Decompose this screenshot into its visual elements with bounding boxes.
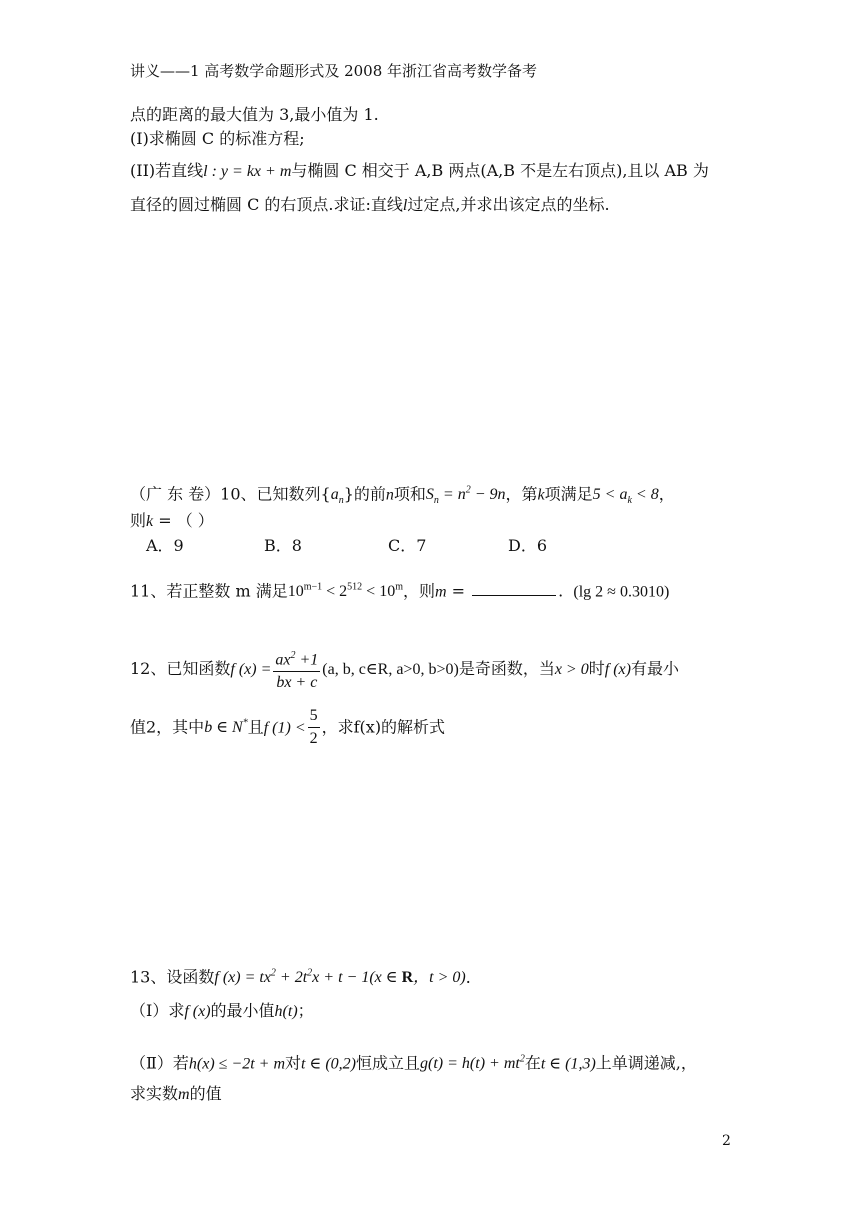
q13-end: ．: [465, 967, 482, 987]
q10-option-a: A．9: [146, 536, 184, 555]
q10-line2-k: k: [146, 513, 154, 530]
q13-line3: [130, 1083, 222, 1106]
q13-part1-end: ；: [297, 1001, 314, 1020]
q11-period: .: [558, 581, 564, 601]
q9-line4-l: l: [402, 197, 408, 214]
q13-line3-prefix: 求实数: [130, 1084, 179, 1103]
q10-mid2: 项和: [393, 484, 426, 504]
q9-part2-prefix: (II)若直线: [130, 161, 204, 180]
q13-line3-m: m: [178, 1086, 190, 1103]
q13-part2-g: $g(t) = h(t) + mt^2$: [420, 1054, 525, 1073]
q13-part1-min: 的最小值: [210, 1001, 275, 1020]
q12-line2: [130, 700, 445, 752]
q11-inequality: $10^{m-1} < 2^{512} < 10^m$: [287, 582, 403, 601]
q10-inequality: $5 < a_k < 8$: [592, 486, 659, 507]
q10-n: n: [385, 486, 394, 504]
q10-option-d: D．6: [508, 536, 548, 555]
q13-part1-ht: h(t): [274, 1003, 298, 1020]
q12-line2-prefix: 值2，其中: [130, 717, 205, 737]
q10-mid3: ，第: [505, 484, 538, 504]
q10-line2: [130, 510, 214, 533]
q9-line4-prefix: 直径的圆过椭圆 C 的右顶点.求证:直线: [130, 195, 403, 214]
q12-conditions: (a, b, c∈R, a>0, b>0): [322, 661, 459, 679]
q10-mid1: }的前: [343, 484, 386, 504]
q12-fx2: f (x): [604, 661, 631, 679]
q11-eq: =: [446, 581, 471, 601]
q10-mid4: 项满足: [544, 484, 593, 504]
q11-prefix: 11、若正整数 m 满足: [130, 581, 288, 601]
q13-prefix: 13、设函数: [130, 967, 215, 987]
q10-end: ，: [658, 484, 675, 504]
q9-part2: [130, 160, 709, 183]
q10-answer-bracket: = （ ）: [153, 511, 214, 530]
q13-part1-prefix: （Ⅰ）求: [130, 1001, 185, 1020]
page-number: 2: [722, 1133, 731, 1149]
q13-part1-fx: f (x): [184, 1003, 211, 1020]
q10-k: k: [537, 486, 545, 504]
q12-mid: 是奇函数，当: [458, 659, 555, 679]
q13-part2-for: 对: [285, 1053, 302, 1073]
q12-fraction: $\frac{ax^2 +1}{bx + c}$: [273, 645, 320, 694]
q13-part2-prefix: （Ⅱ）若: [130, 1053, 189, 1073]
q12-five-halves: $\frac{5}{2}$: [309, 707, 318, 748]
q12-fx: f (x) =: [230, 661, 272, 679]
q10-line2-prefix: 则: [130, 511, 147, 530]
q9-line4-rest: 过定点,并求出该定点的坐标.: [407, 195, 610, 214]
q12-prefix: 12、已知函数: [130, 659, 231, 679]
q9-part2-rest: 与椭圆 C 相交于 A,B 两点(A,B 不是左右顶点),且以 AB 为: [291, 161, 709, 180]
q12-min: 有最小: [630, 659, 679, 679]
q12-and: 且: [247, 717, 264, 737]
q12-b-natural: b ∈ N*: [204, 718, 248, 737]
q13-part1: [130, 1000, 314, 1023]
q13-part2-interval2: t ∈ (1,3): [540, 1055, 596, 1073]
q9-line1: 点的距离的最大值为 3,最小值为 1.: [130, 105, 379, 124]
q11-mid: ，则: [402, 581, 435, 601]
q12-task: ，求f(x)的解析式: [321, 717, 446, 737]
q13-part2-decreasing: 上单调递减,，: [595, 1053, 697, 1073]
q12-line1: [130, 645, 679, 694]
q9-line-equation: l : y = kx + m: [203, 163, 292, 180]
q11-m: m: [435, 583, 447, 601]
q12-x-cond: x > 0: [554, 661, 589, 679]
q11-line: [130, 577, 669, 603]
q13-line1: [130, 963, 482, 989]
q13-part2-on: 在: [524, 1053, 541, 1073]
q10-option-c: C．7: [388, 536, 427, 555]
q12-when: 时: [588, 659, 605, 679]
q12-f1: f (1) <: [263, 719, 306, 737]
q10-source: （广 东 卷）10、已知数列{: [130, 484, 331, 504]
q13-line3-rest: 的值: [189, 1084, 222, 1103]
q10-options: [146, 535, 547, 557]
q11-answer-blank[interactable]: [472, 579, 556, 596]
q10-option-b: B．8: [264, 536, 302, 555]
q13-part2-interval1: t ∈ (0,2): [301, 1055, 356, 1073]
q9-part1: (I)求椭圆 C 的标准方程;: [130, 129, 305, 148]
q13-part2-ineq: h(x) ≤ −2t + m: [188, 1055, 286, 1073]
q13-part2-holds: 恒成立且: [356, 1053, 421, 1073]
q13-part2: [130, 1049, 697, 1075]
q9-line4: [130, 194, 610, 217]
q11-hint: (lg 2 ≈ 0.3010): [573, 583, 670, 601]
q10-sum-formula: $S_n = n^2 - 9n$: [425, 485, 506, 507]
q10-line1: [130, 480, 675, 513]
q10-an: $a_n$: [330, 486, 344, 507]
q13-function: f $(x) = tx^2 + 2t^2x + t - 1(x$ ∈ R，t > 0): [214, 968, 466, 987]
running-header: 讲义——1 高考数学命题形式及 2008 年浙江省高考数学备考: [130, 62, 538, 80]
